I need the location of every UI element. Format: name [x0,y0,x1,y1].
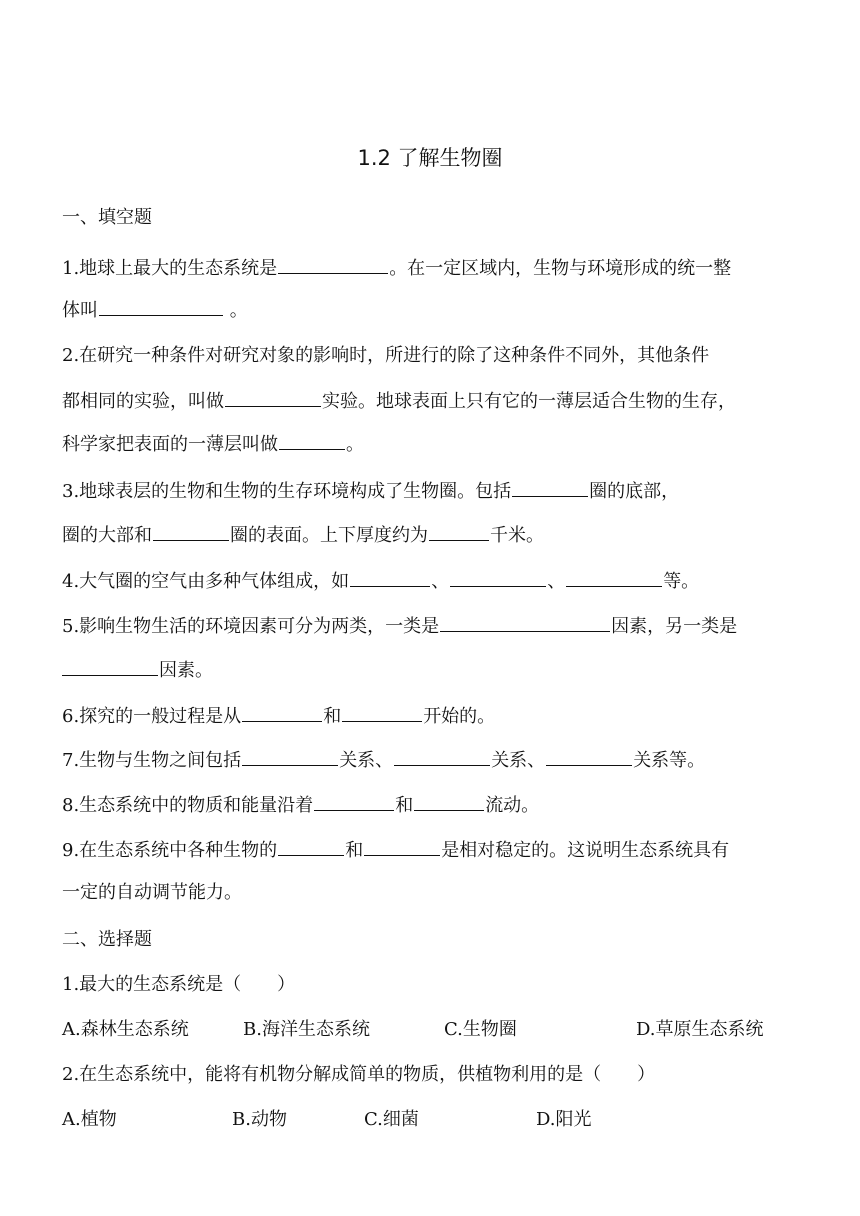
choice-q2-stem: 2.在生态系统中，能将有机物分解成简单的物质，供植物利用的是（ ） [62,1064,656,1085]
choice-q2-options [62,1107,802,1133]
fill-q5-line1 [62,612,737,638]
q2-text-d: 科学家把表面的一薄层叫做 [62,434,278,455]
q8-blank-1[interactable] [314,791,394,811]
q2-blank-1[interactable] [225,387,321,407]
q8-blank-2[interactable] [414,791,484,811]
choice-q1-options [62,1017,802,1043]
choice-q1-option-a[interactable]: A.森林生态系统 [62,1019,189,1040]
q1-text-d: 。 [229,300,248,321]
fill-q5-line2 [62,656,213,682]
q4-text-d: 等。 [663,571,700,592]
choice-q2-option-c[interactable]: C.细菌 [364,1109,419,1130]
q4-blank-3[interactable] [566,567,662,587]
q9-blank-2[interactable] [364,836,440,856]
fill-q2-line2 [62,387,736,413]
fill-q4-line1 [62,567,699,593]
page-title: 1.2 了解生物圈 [357,146,503,170]
fill-q9-line1 [62,836,729,862]
fill-q6-line1 [62,702,495,728]
q6-blank-2[interactable] [342,702,422,722]
q1-text-a: 1.地球上最大的生态系统是 [62,258,278,279]
fill-q1-line2 [62,296,248,322]
q8-text-a: 8.生态系统中的物质和能量沿着 [62,795,314,816]
choice-q1-option-c[interactable]: C.生物圈 [444,1019,517,1040]
q1-text-b: 。在一定区域内，生物与环境形成的统一整 [389,258,732,279]
q5-blank-2[interactable] [62,656,158,676]
q9-blank-1[interactable] [278,836,344,856]
section-heading-fill: 一、填空题 [62,207,152,228]
fill-q2-line3 [62,430,364,456]
choice-q2-option-d[interactable]: D.阳光 [536,1109,592,1130]
q4-text-c: 、 [547,571,566,592]
q4-text-a: 4.大气圈的空气由多种气体组成，如 [62,571,350,592]
choice-q1-option-b[interactable]: B.海洋生态系统 [243,1019,370,1040]
q1-blank-2[interactable] [99,296,223,316]
q7-text-d: 关系等。 [633,750,706,771]
q7-blank-1[interactable] [242,746,338,766]
q3-text-a: 3.地球表层的生物和生物的生存环境构成了生物圈。包括 [62,481,512,502]
q9-text-b: 和 [345,840,364,861]
q2-blank-2[interactable] [279,430,345,450]
q1-text-c: 体叫 [62,300,98,321]
q3-text-c: 圈的大部和 [62,525,152,546]
q3-blank-2[interactable] [153,521,229,541]
q4-blank-1[interactable] [350,567,430,587]
q1-blank-1[interactable] [278,254,388,274]
fill-q8-line1 [62,791,539,817]
q7-blank-2[interactable] [394,746,490,766]
q8-text-b: 和 [395,795,414,816]
q7-text-c: 关系、 [491,750,546,771]
fill-q1-line1 [62,254,731,280]
fill-q3-line1 [62,477,679,503]
q4-text-b: 、 [431,571,450,592]
choice-q1-stem: 1.最大的生态系统是（ ） [62,974,296,995]
q6-blank-1[interactable] [242,702,322,722]
q3-text-d: 圈的表面。上下厚度约为 [230,525,428,546]
fill-q3-line2 [62,521,544,547]
q2-text-a: 2.在研究一种条件对研究对象的影响时，所进行的除了这种条件不同外，其他条件 [62,345,710,366]
section-heading-choice: 二、选择题 [62,929,152,950]
choice-q1-option-d[interactable]: D.草原生态系统 [636,1019,764,1040]
q5-text-a: 5.影响生物生活的环境因素可分为两类，一类是 [62,616,440,637]
choice-q2-option-a[interactable]: A.植物 [62,1109,117,1130]
q2-text-b: 都相同的实验，叫做 [62,391,224,412]
q6-text-a: 6.探究的一般过程是从 [62,706,242,727]
q5-blank-1[interactable] [440,612,610,632]
q6-text-c: 开始的。 [423,706,496,727]
q7-blank-3[interactable] [546,746,632,766]
q6-text-b: 和 [323,706,342,727]
choice-q2-option-b[interactable]: B.动物 [232,1109,287,1130]
q5-text-b: 因素，另一类是 [611,616,738,637]
q3-text-b: 圈的底部， [589,481,680,502]
q2-text-c: 实验。地球表面上只有它的一薄层适合生物的生存， [322,391,736,412]
q9-text-c: 是相对稳定的。这说明生态系统具有 [441,840,730,861]
q3-text-e: 千米。 [490,525,544,546]
q9-text-d: 一定的自动调节能力。 [62,882,242,903]
fill-q7-line1 [62,746,705,772]
fill-q2-line1 [62,343,709,369]
q4-blank-2[interactable] [450,567,546,587]
fill-q9-line2 [62,880,242,906]
q2-text-e: 。 [346,434,364,455]
q5-text-c: 因素。 [159,660,213,681]
q3-blank-3[interactable] [429,521,489,541]
q7-text-a: 7.生物与生物之间包括 [62,750,242,771]
q7-text-b: 关系、 [339,750,394,771]
q3-blank-1[interactable] [512,477,588,497]
q8-text-c: 流动。 [485,795,540,816]
q9-text-a: 9.在生态系统中各种生物的 [62,840,278,861]
